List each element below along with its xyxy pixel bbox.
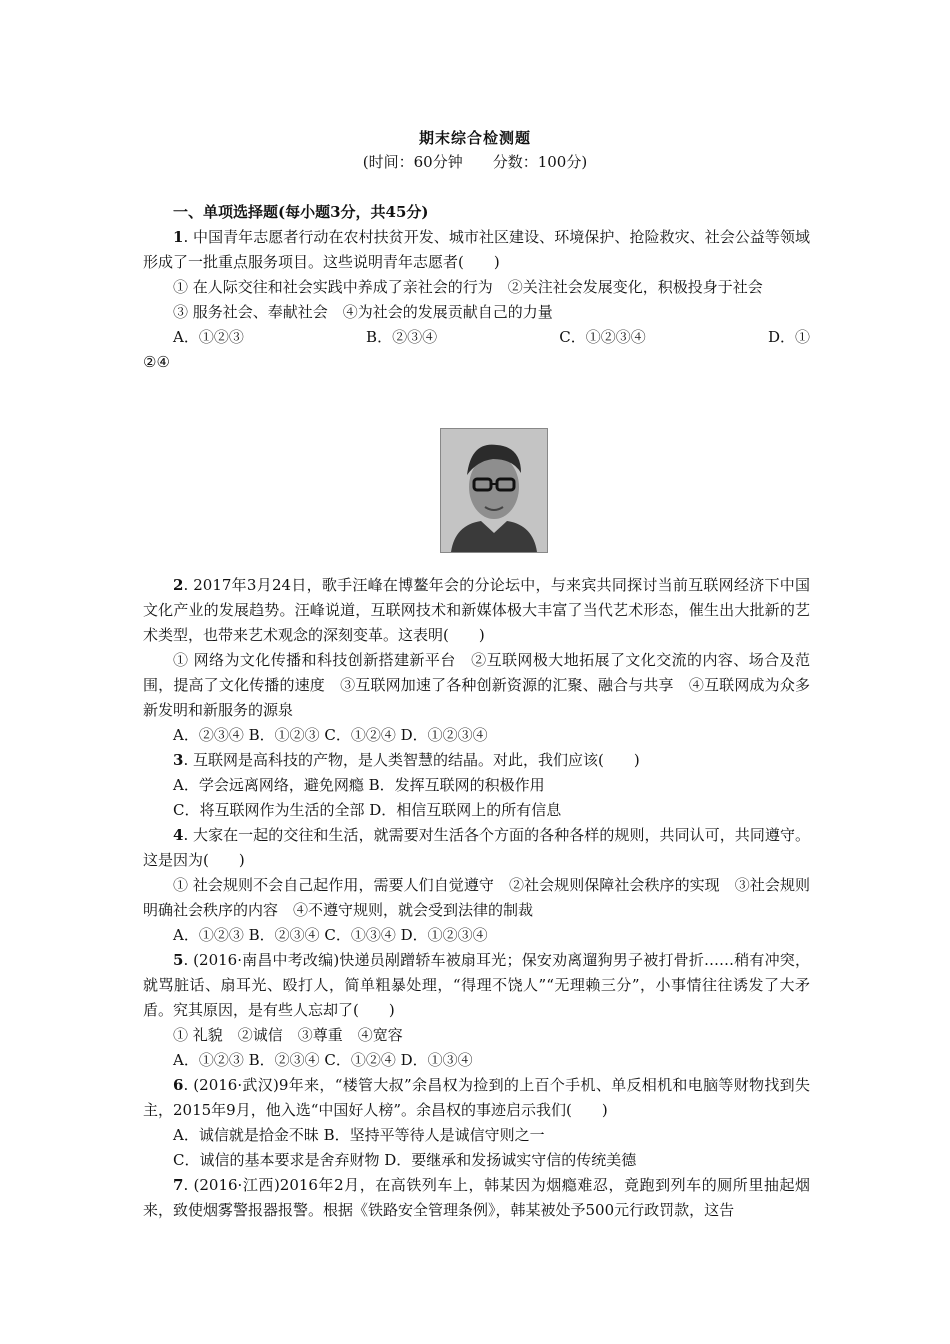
question-stem: . (2016·南昌中考改编)快递员剐蹭轿车被扇耳光；保安劝离遛狗男子被打骨折……稍有冲突，就骂脏话、扇耳光、殴打人，简单粗暴处理，“得理不饶人”“无理赖三分”，小事情往往诱发了大矛盾。究其原因，是有些人忘却了( ) [143, 951, 810, 1019]
question-stem: . 中国青年志愿者行动在农村扶贫开发、城市社区建设、环境保护、抢险救灾、社会公益等领域形成了一批重点服务项目。这些说明青年志愿者( ) [143, 228, 810, 271]
question-number: 1 [173, 228, 184, 246]
question-number: 2 [173, 576, 184, 594]
question-1 [143, 225, 810, 275]
option-d-continued: ②④ [143, 353, 170, 371]
option-b: B．②③④ [366, 328, 438, 346]
question-2-items: ① 网络为文化传播和科技创新搭建新平台 ②互联网极大地拓展了文化交流的内容、场合及范围，提高了文化传播的速度 ③互联网加速了各种创新资源的汇聚、融合与共享 ④互联网成为众多新发明和新服务的源泉 [143, 651, 810, 719]
page-title: 期末综合检测题 [418, 129, 531, 147]
question-number: 7 [173, 1176, 184, 1194]
exam-info: (时间：60分钟 分数：100分) [362, 153, 588, 171]
option-a: A．①②③ [173, 328, 244, 346]
section-heading: 一、单项选择题(每小题3分，共45分) [173, 203, 429, 221]
question-number: 3 [173, 751, 184, 769]
question-number: 6 [173, 1076, 184, 1094]
question-4-items: ① 社会规则不会自己起作用，需要人们自觉遵守 ②社会规则保障社会秩序的实现 ③社会规则明确社会秩序的内容 ④不遵守规则，就会受到法律的制裁 [143, 876, 810, 919]
question-4-options: A．①②③ B．②③④ C．①③④ D．①②③④ [173, 926, 488, 944]
portrait-photo [440, 428, 548, 553]
question-5-options: A．①②③ B．②③④ C．①②④ D．①③④ [173, 1051, 473, 1069]
question-1-items-2: ③ 服务社会、奉献社会 ④为社会的发展贡献自己的力量 [173, 303, 553, 321]
question-3-options-1: A．学会远离网络，避免网瘾 B．发挥互联网的积极作用 [173, 776, 545, 794]
question-stem: . 大家在一起的交往和生活，就需要对生活各个方面的各种各样的规则，共同认可，共同遵守。这是因为( ) [143, 826, 810, 869]
question-6-options-2: C．诚信的基本要求是舍弃财物 D．要继承和发扬诚实守信的传统美德 [173, 1151, 637, 1169]
question-7 [143, 1173, 810, 1223]
question-2 [143, 573, 810, 648]
question-5 [143, 948, 810, 1023]
question-1-options [143, 325, 810, 350]
question-2-options: A．②③④ B．①②③ C．①②④ D．①②③④ [173, 726, 488, 744]
question-6 [143, 1073, 810, 1123]
question-stem: . (2016·武汉)9年来，“楼管大叔”余昌权为捡到的上百个手机、单反相机和电脑等财物找到失主，2015年9月，他入选“中国好人榜”。余昌权的事迹启示我们( ) [143, 1076, 810, 1119]
question-5-items: ① 礼貌 ②诚信 ③尊重 ④宽容 [173, 1026, 403, 1044]
option-c: C．①②③④ [559, 328, 646, 346]
questions-block-1 [143, 200, 810, 375]
option-d: D．① [767, 328, 810, 346]
question-stem: . 互联网是高科技的产物，是人类智慧的结晶。对此，我们应该( ) [183, 751, 640, 769]
question-number: 4 [173, 826, 184, 844]
portrait-image [441, 429, 547, 552]
question-3-options-2: C．将互联网作为生活的全部 D．相信互联网上的所有信息 [173, 801, 562, 819]
question-stem: . 2017年3月24日，歌手汪峰在博鳌年会的分论坛中，与来宾共同探讨当前互联网经济下中国文化产业的发展趋势。汪峰说道，互联网技术和新媒体极大丰富了当代艺术形态，催生出大批新的艺术类型，也带来艺术观念的深刻变革。这表明( ) [143, 576, 810, 644]
question-number: 5 [173, 951, 184, 969]
question-4 [143, 823, 810, 873]
question-1-items: ① 在人际交往和社会实践中养成了亲社会的行为 ②关注社会发展变化，积极投身于社会 [173, 278, 763, 296]
question-6-options-1: A．诚信就是拾金不昧 B．坚持平等待人是诚信守则之一 [173, 1126, 545, 1144]
questions-block-2 [143, 573, 810, 1223]
question-stem: . (2016·江西)2016年2月，在高铁列车上，韩某因为烟瘾难忍，竟跑到列车的厕所里抽起烟来，致使烟雾警报器报警。根据《铁路安全管理条例》，韩某被处予500元行政罚款，这告 [143, 1176, 810, 1219]
question-3 [143, 748, 810, 773]
